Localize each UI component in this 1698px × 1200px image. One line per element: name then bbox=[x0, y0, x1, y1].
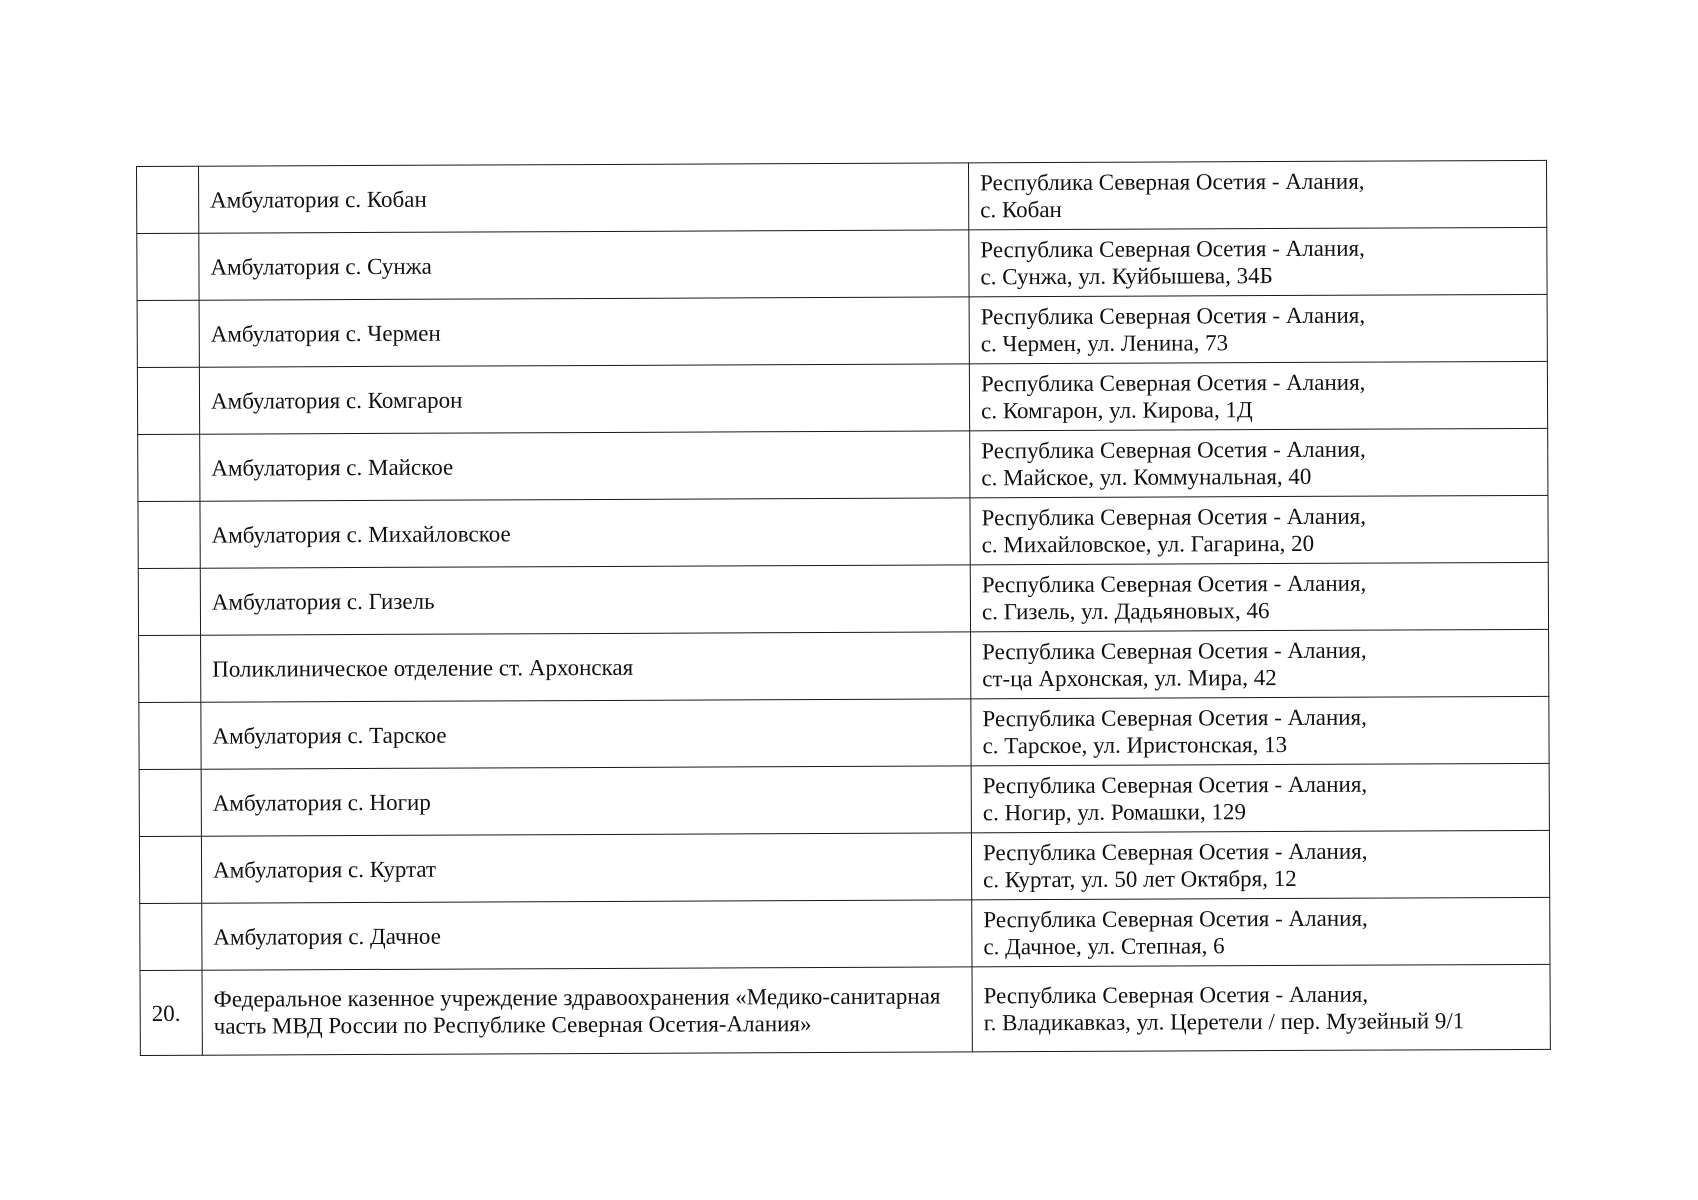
table-row bbox=[139, 629, 1549, 702]
row-number-cell bbox=[138, 501, 200, 568]
address-region-line: Республика Северная Осетия - Алания, bbox=[983, 981, 1369, 1009]
facility-address-cell bbox=[971, 830, 1549, 900]
table-row bbox=[139, 696, 1549, 769]
facility-name: Федеральное казенное учреждение здравоохранения «Медико-санитарная часть МВД России по Республике Северная Осетия-Алания» bbox=[213, 983, 941, 1039]
facility-name-cell bbox=[201, 833, 971, 903]
address-region-line: Республика Северная Осетия - Алания, bbox=[981, 503, 1367, 531]
table-row bbox=[140, 964, 1550, 1055]
facility-name: Амбулатория с. Чермен bbox=[210, 320, 441, 347]
facility-address-cell bbox=[972, 897, 1550, 967]
facility-name: Амбулатория с. Тарское bbox=[212, 722, 447, 749]
table-row bbox=[138, 495, 1548, 568]
address-region-line: Республика Северная Осетия - Алания, bbox=[981, 436, 1366, 464]
table-row bbox=[139, 763, 1549, 836]
row-number-cell bbox=[139, 769, 201, 836]
facility-name: Амбулатория с. Михайловское bbox=[211, 520, 511, 548]
address-street-line: с. Комгарон, ул. Кирова, 1Д bbox=[981, 397, 1253, 424]
address-street-line: с. Кобан bbox=[980, 196, 1062, 223]
facility-address-cell bbox=[969, 361, 1547, 431]
facility-name-cell bbox=[201, 766, 971, 836]
facility-name: Амбулатория с. Дачное bbox=[213, 923, 441, 950]
facilities-table bbox=[136, 160, 1551, 1056]
address-region-line: Республика Северная Осетия - Алания, bbox=[980, 168, 1365, 196]
address-street-line: г. Владикавказ, ул. Церетели / пер. Музейный 9/1 bbox=[983, 1008, 1465, 1036]
facility-address-cell bbox=[970, 562, 1548, 632]
address-region-line: Республика Северная Осетия - Алания, bbox=[982, 838, 1368, 866]
facility-name: Амбулатория с. Куртат bbox=[213, 856, 437, 883]
address-street-line: ст-ца Архонская, ул. Мира, 42 bbox=[982, 665, 1277, 692]
table-body bbox=[137, 160, 1551, 1055]
table-row bbox=[137, 160, 1547, 233]
facility-name-cell bbox=[199, 230, 969, 300]
row-number-cell bbox=[137, 300, 199, 367]
table-row bbox=[138, 428, 1548, 501]
facility-name-cell bbox=[202, 967, 972, 1055]
address-street-line: с. Гизель, ул. Дадьяновых, 46 bbox=[981, 598, 1270, 625]
address-region-line: Республика Северная Осетия - Алания, bbox=[981, 570, 1367, 598]
facility-name-cell bbox=[199, 297, 969, 367]
facility-name: Амбулатория с. Майское bbox=[211, 454, 454, 481]
facility-address-cell bbox=[969, 227, 1547, 297]
address-street-line: с. Куртат, ул. 50 лет Октября, 12 bbox=[983, 865, 1297, 893]
facility-name: Амбулатория с. Ногир bbox=[212, 789, 431, 816]
row-number-cell bbox=[137, 233, 199, 300]
address-region-line: Республика Северная Осетия - Алания, bbox=[980, 302, 1366, 330]
row-number-cell bbox=[138, 568, 200, 635]
address-street-line: с. Дачное, ул. Степная, 6 bbox=[983, 933, 1225, 960]
facility-address-cell bbox=[968, 160, 1546, 230]
facility-name-cell bbox=[199, 364, 969, 434]
row-number-cell bbox=[139, 702, 201, 769]
address-street-line: с. Тарское, ул. Иристонская, 13 bbox=[982, 731, 1288, 759]
row-number-cell bbox=[137, 166, 199, 233]
facility-name-cell bbox=[201, 632, 971, 702]
table-row bbox=[137, 294, 1547, 367]
facility-name: Амбулатория с. Сунжа bbox=[210, 253, 432, 280]
facility-address-cell bbox=[971, 629, 1549, 699]
facility-name: Поликлиническое отделение ст. Архонская bbox=[212, 654, 634, 682]
facility-name-cell bbox=[200, 565, 970, 635]
address-street-line: с. Ногир, ул. Ромашки, 129 bbox=[982, 799, 1246, 826]
facility-name-cell bbox=[199, 163, 969, 233]
facility-address-cell bbox=[970, 428, 1548, 498]
row-number-cell bbox=[139, 836, 201, 903]
facility-name: Амбулатория с. Гизель bbox=[211, 588, 435, 615]
row-number-cell: 20. bbox=[140, 970, 202, 1055]
address-street-line: с. Майское, ул. Коммунальная, 40 bbox=[981, 463, 1312, 491]
address-street-line: с. Сунжа, ул. Куйбышева, 34Б bbox=[980, 263, 1273, 290]
row-number-cell bbox=[138, 434, 200, 501]
address-region-line: Республика Северная Осетия - Алания, bbox=[982, 704, 1367, 732]
facility-address-cell bbox=[972, 964, 1550, 1052]
address-street-line: с. Чермен, ул. Ленина, 73 bbox=[980, 330, 1229, 357]
table-row bbox=[139, 830, 1549, 903]
row-number-cell bbox=[139, 635, 201, 702]
table-row bbox=[137, 227, 1547, 300]
facility-name-cell bbox=[200, 498, 970, 568]
table-row bbox=[138, 562, 1548, 635]
address-street-line: с. Михайловское, ул. Гагарина, 20 bbox=[981, 530, 1315, 558]
address-region-line: Республика Северная Осетия - Алания, bbox=[983, 905, 1368, 933]
facility-address-cell bbox=[970, 495, 1548, 565]
address-region-line: Республика Северная Осетия - Алания, bbox=[980, 235, 1365, 263]
facility-name: Амбулатория с. Кобан bbox=[210, 186, 427, 213]
facility-name-cell bbox=[201, 699, 971, 769]
facility-name-cell bbox=[200, 431, 970, 501]
facility-name: Амбулатория с. Комгарон bbox=[210, 387, 463, 414]
address-region-line: Республика Северная Осетия - Алания, bbox=[980, 369, 1366, 397]
table-row bbox=[140, 897, 1550, 970]
facility-name-cell bbox=[202, 900, 972, 970]
table-row bbox=[137, 361, 1547, 434]
row-number-cell bbox=[140, 903, 202, 970]
facility-address-cell bbox=[969, 294, 1547, 364]
row-number-cell bbox=[137, 367, 199, 434]
facility-address-cell bbox=[971, 696, 1549, 766]
address-region-line: Республика Северная Осетия - Алания, bbox=[982, 771, 1368, 799]
address-region-line: Республика Северная Осетия - Алания, bbox=[982, 637, 1367, 665]
facility-address-cell bbox=[971, 763, 1549, 833]
